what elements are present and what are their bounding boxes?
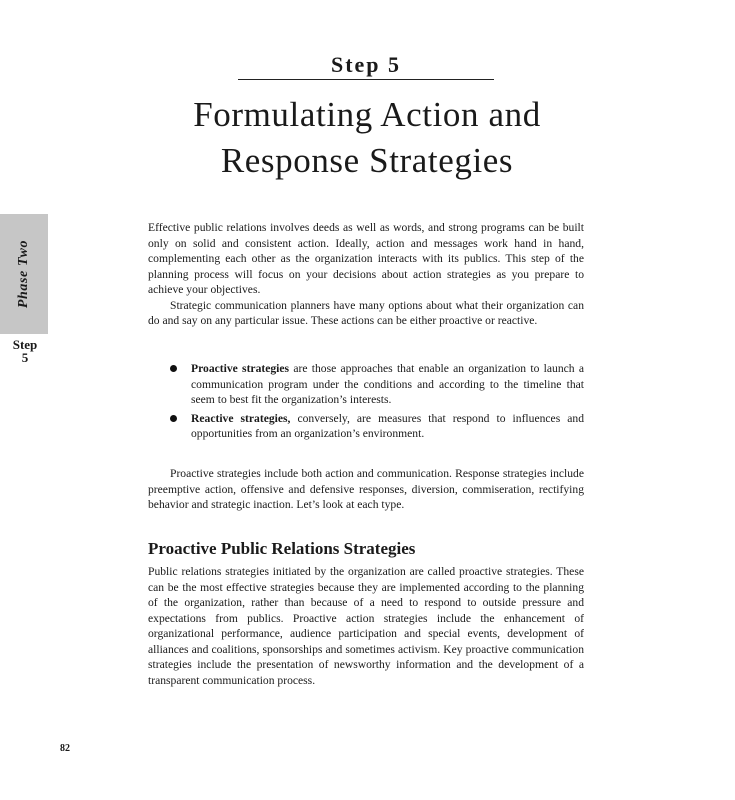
section-paragraph: Public relations strategies initiated by the organization are called proactive strategies. These can be the most effective strategies because they are implemented according to the planning of the organization, rather than because of a need to respond to outside pressure and expectations from publics. Proactive action strategies include the enhancement of organizational performance, audience participation and special events, development of alliances and coalitions, sponsorships and sometimes activism. Key proactive communication strategies include the presentation of newsworthy information and the development of a transparent communication process. <box>148 565 584 687</box>
intro-paragraph: Effective public relations involves deeds as well as words, and strong programs can be built only on solid and consistent action. Ideally, action and messages work hand in hand, complementing each other as the organization interacts with its publics. This step of the planning process will focus on your decisions about action strategies as you prepare to achieve your objectives. <box>148 221 584 296</box>
step-label: Step 5 <box>330 52 402 77</box>
intro-section <box>148 220 584 329</box>
list-item <box>170 411 584 442</box>
bullet-icon <box>170 415 177 422</box>
step-marker-word: Step <box>12 337 38 352</box>
chapter-title-line-1: Formulating Action and <box>193 95 541 134</box>
chapter-title <box>120 92 614 184</box>
list-item-term: Proactive strategies <box>191 362 290 375</box>
section-body <box>148 564 584 688</box>
step-marker <box>6 338 44 364</box>
list-item-text: conversely, are measures that respond to influences and opportunities from an organization’s environment. <box>191 411 584 440</box>
strategy-list <box>170 361 584 445</box>
section-heading: Proactive Public Relations Strategies <box>148 539 416 558</box>
phase-tab-label: Phase Two <box>16 239 31 309</box>
list-item <box>170 361 584 408</box>
bullet-icon <box>170 365 177 372</box>
list-item-term: Reactive strategies, <box>191 411 291 425</box>
step-marker-number: 5 <box>21 350 29 365</box>
phase-tab <box>0 214 48 334</box>
list-item-text: are those approaches that enable an organization to launch a communication program under the conditions and according to the timeline that seem to best fit the organization’s interests. <box>191 362 584 406</box>
page-number: 82 <box>60 743 70 754</box>
summary-section <box>148 466 584 513</box>
intro-paragraph: Strategic communication planners have many options about what their organization can do and say on any particular issue. These actions can be either proactive or reactive. <box>148 298 584 327</box>
step-divider <box>238 79 494 80</box>
chapter-title-line-2: Response Strategies <box>220 141 514 180</box>
summary-paragraph: Proactive strategies include both action and communication. Response strategies include preemptive action, offensive and defensive responses, diversion, commiseration, rectifying behavior and strategic inaction. Let’s look at each type. <box>148 467 584 511</box>
